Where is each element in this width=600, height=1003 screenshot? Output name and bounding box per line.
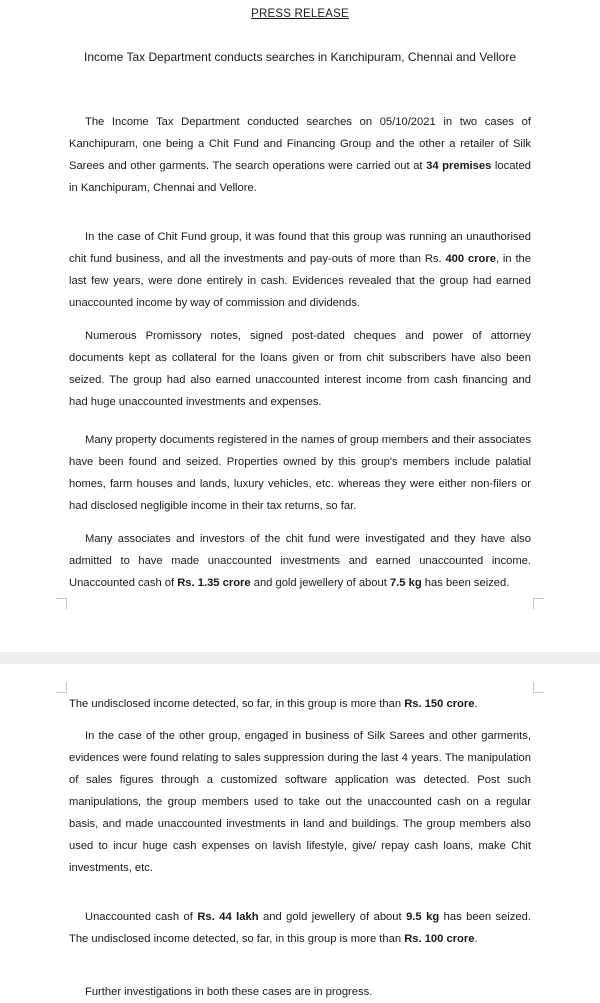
- paragraph-chit-fund-undisclosed-income: The undisclosed income detected, so far, in this group is more than Rs. 150 crore.: [69, 698, 478, 710]
- page-corner-mark: [533, 682, 544, 693]
- paragraph-associates-investors: Many associates and investors of the chit fund were investigated and they have also admitted to have made unaccounted investments and earned unaccounted income. Unaccounted cash of Rs. 1.35 crore and gold jewellery of about 7.5 kg has been seized.: [69, 533, 531, 589]
- page-corner-mark: [533, 598, 544, 609]
- page-corner-mark: [56, 682, 67, 693]
- page-separator: [0, 652, 600, 664]
- paragraph-silk-saree-seizure: Unaccounted cash of Rs. 44 lakh and gold jewellery of about 9.5 kg has been seized. The undisclosed income detected, so far, in this group is more than Rs. 100 crore.: [69, 911, 531, 945]
- page-corner-mark: [56, 598, 67, 609]
- paragraph-chit-fund-case: In the case of Chit Fund group, it was found that this group was running an unauthorised chit fund business, and all the investments and pay-outs of more than Rs. 400 crore, in the last few years, were done entirely in cash. Evidences revealed that the group had earned unaccounted income by way of commission and dividends.: [69, 231, 532, 309]
- press-release-title: PRESS RELEASE: [251, 8, 349, 20]
- paragraph-promissory-notes: Numerous Promissory notes, signed post-dated cheques and power of attorney documents kept as collateral for the loans given or from chit subscribers have also been seized. The group had also earned unaccounted interest income from cash financing and had huge unaccounted investments and expenses.: [69, 330, 531, 408]
- paragraph-silk-saree-case: In the case of the other group, engaged in business of Silk Sarees and other garments, evidences were found relating to sales suppression during the last 4 years. The manipulation of sales figures through a customized software application was detected. Post such manipulations, the group members used to take out the unaccounted cash on a regular basis, and made unaccounted investments in land and buildings. The group members also used to incur huge cash expenses on lavish lifestyle, give/ repay cash loans, make Chit investments, etc.: [69, 730, 531, 874]
- document-page-2: [0, 664, 600, 1000]
- paragraph-further-investigations: Further investigations in both these cases are in progress.: [85, 986, 373, 998]
- paragraph-property-documents: Many property documents registered in the names of group members and their associates have been found and seized. Properties owned by this group's members include palatial homes, farm houses and lands, luxury vehicles, etc. whereas they were either non-filers or had disclosed negligible income in their tax returns, so far.: [69, 434, 531, 512]
- paragraph-search-overview: The Income Tax Department conducted searches on 05/10/2021 in two cases of Kanchipuram, one being a Chit Fund and Financing Group and the other a retailer of Silk Sarees and other garments. The search operations were carried out at 34 premises located in Kanchipuram, Chennai and Vellore.: [69, 116, 531, 194]
- press-release-headline: Income Tax Department conducts searches in Kanchipuram, Chennai and Vellore: [83, 50, 517, 64]
